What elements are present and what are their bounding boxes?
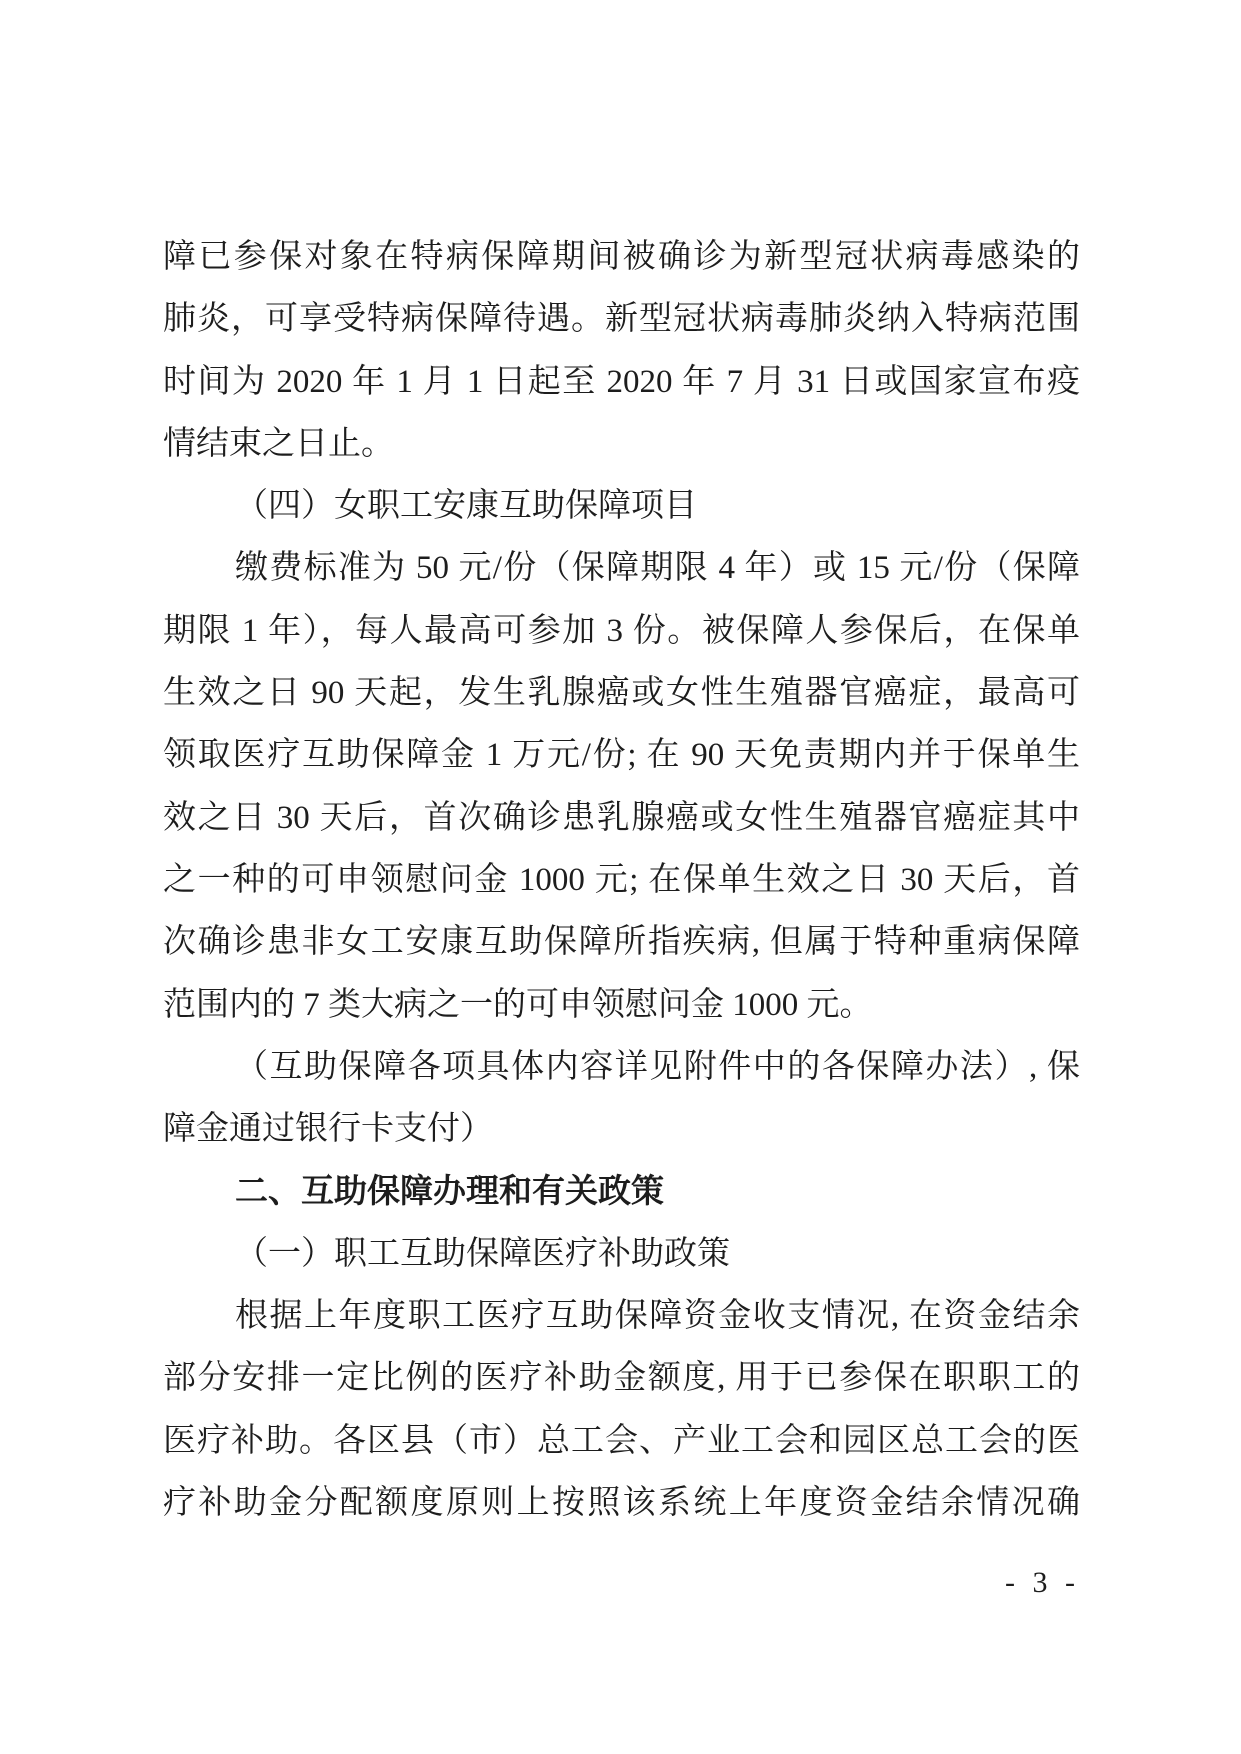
text-line: 之一种的可申领慰问金 1000 元; 在保单生效之日 30 天后，首	[163, 861, 1080, 898]
text-line: 领取医疗互助保障金 1 万元/份; 在 90 天免责期内并于保单生	[163, 737, 1080, 774]
text-line: 缴费标准为 50 元/份（保障期限 4 年）或 15 元/份（保障	[235, 550, 1080, 587]
text-line: 时间为 2020 年 1 月 1 日起至 2020 年 7 月 31 日或国家宣布疫	[163, 363, 1080, 400]
text-line: 障金通过银行卡支付）	[163, 1111, 493, 1148]
text-line: （互助保障各项具体内容详见附件中的各保障办法）, 保	[235, 1048, 1080, 1085]
text-line: 次确诊患非女工安康互助保障所指疾病, 但属于特种重病保障	[163, 924, 1081, 961]
text-line: 效之日 30 天后，首次确诊患乳腺癌或女性生殖器官癌症其中	[163, 799, 1080, 836]
text-line: 情结束之日止。	[163, 425, 394, 462]
text-line: 期限 1 年），每人最高可参加 3 份。被保障人参保后，在保单	[163, 612, 1080, 649]
text-line: 疗补助金分配额度原则上按照该系统上年度资金结余情况确	[163, 1484, 1080, 1521]
text-line: 生效之日 90 天起，发生乳腺癌或女性生殖器官癌症，最高可	[163, 675, 1080, 712]
text-line: 部分安排一定比例的医疗补助金额度, 用于已参保在职职工的	[163, 1360, 1080, 1397]
subsection-heading: （一）职工互助保障医疗补助政策	[235, 1235, 730, 1272]
section-heading: 二、互助保障办理和有关政策	[235, 1172, 664, 1210]
subsection-heading: （四）女职工安康互助保障项目	[235, 488, 697, 525]
text-line: 根据上年度职工医疗互助保障资金收支情况, 在资金结余	[235, 1298, 1080, 1335]
text-line: 肺炎，可享受特病保障待遇。新型冠状病毒肺炎纳入特病范围	[163, 301, 1080, 338]
document-body	[163, 226, 1080, 1534]
page-number: - 3 -	[1005, 1566, 1080, 1599]
text-line: 医疗补助。各区县（市）总工会、产业工会和园区总工会的医	[163, 1422, 1080, 1459]
text-line: 范围内的 7 类大病之一的可申领慰问金 1000 元。	[163, 986, 873, 1023]
text-line: 障已参保对象在特病保障期间被确诊为新型冠状病毒感染的	[163, 239, 1080, 275]
